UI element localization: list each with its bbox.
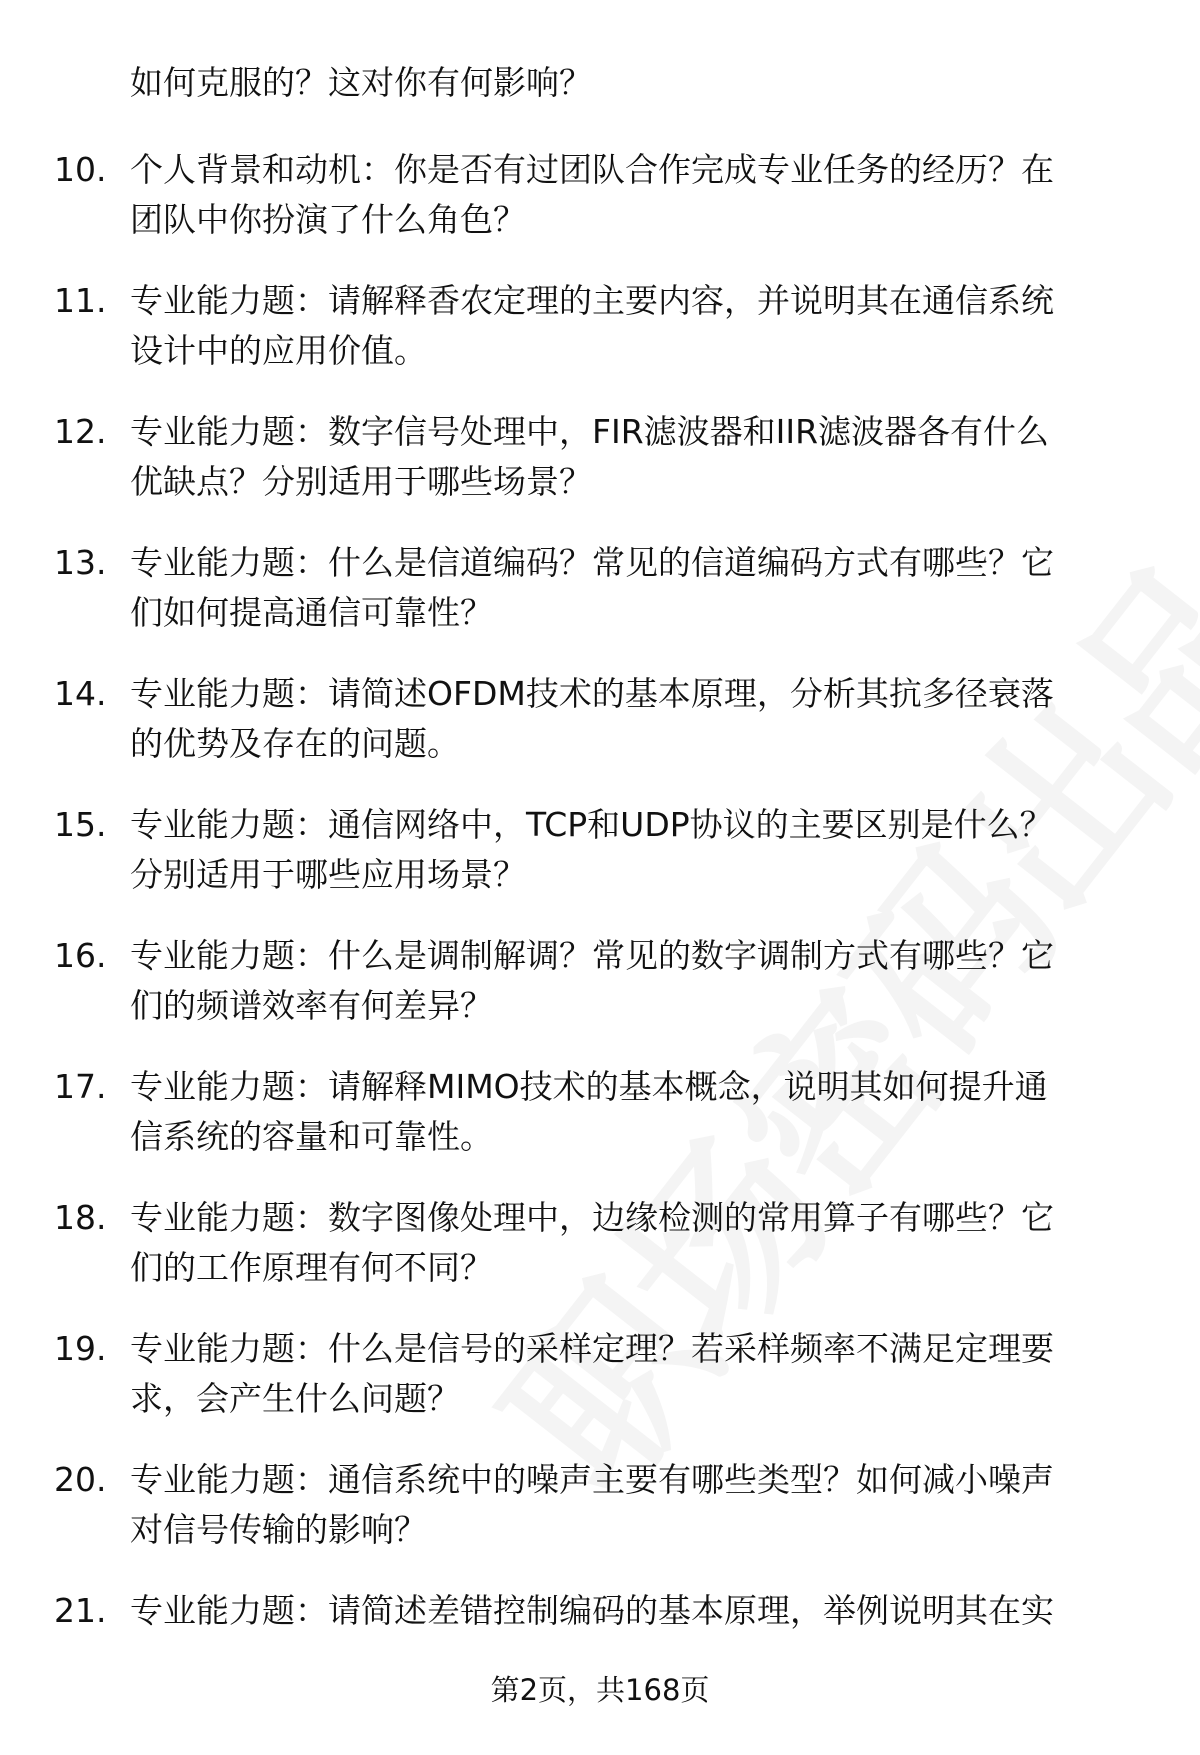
question-text-line: 的优势及存在的问题。 — [130, 724, 460, 763]
question-text — [130, 1062, 1145, 1162]
question-item — [0, 1324, 1200, 1455]
continuation-text: 如何克服的？这对你有何影响？ — [130, 63, 592, 102]
question-text-line: 设计中的应用价值。 — [130, 331, 427, 370]
question-text — [130, 669, 1145, 769]
question-text-line: 求，会产生什么问题？ — [130, 1379, 460, 1418]
question-item — [0, 145, 1200, 276]
question-text-line: 专业能力题：什么是调制解调？常见的数字调制方式有哪些？它 — [130, 936, 1054, 975]
question-item — [0, 276, 1200, 407]
question-text-line: 对信号传输的影响？ — [130, 1510, 427, 1549]
question-text — [130, 145, 1145, 245]
question-text-line: 们如何提高通信可靠性？ — [130, 593, 493, 632]
question-text — [130, 538, 1145, 638]
question-text-line: 团队中你扮演了什么角色？ — [130, 200, 526, 239]
question-text-line: 个人背景和动机：你是否有过团队合作完成专业任务的经历？在 — [130, 150, 1054, 189]
question-text — [130, 407, 1145, 507]
question-text-line: 们的频谱效率有何差异？ — [130, 986, 493, 1025]
question-number: 11. — [54, 281, 107, 320]
question-number: 19. — [54, 1329, 107, 1368]
question-text-line: 专业能力题：通信系统中的噪声主要有哪些类型？如何减小噪声 — [130, 1460, 1054, 1499]
question-item — [0, 1455, 1200, 1586]
question-text-line: 专业能力题：请解释香农定理的主要内容，并说明其在通信系统 — [130, 281, 1054, 320]
question-number: 10. — [54, 150, 107, 189]
question-text-line: 优缺点？分别适用于哪些场景？ — [130, 462, 592, 501]
question-number: 18. — [54, 1198, 107, 1237]
question-text — [130, 1586, 1145, 1636]
page-footer: 第2页，共168页 — [490, 1673, 710, 1707]
question-item — [0, 800, 1200, 931]
question-text-line: 们的工作原理有何不同？ — [130, 1248, 493, 1287]
question-number: 12. — [54, 412, 107, 451]
question-text-line: 专业能力题：通信网络中，TCP和UDP协议的主要区别是什么？ — [130, 805, 1053, 844]
question-number: 15. — [54, 805, 107, 844]
question-item — [0, 1062, 1200, 1193]
question-item — [0, 407, 1200, 538]
question-text — [130, 931, 1145, 1031]
question-item — [0, 669, 1200, 800]
question-text-line: 信系统的容量和可靠性。 — [130, 1117, 493, 1156]
question-text — [130, 1193, 1145, 1293]
question-text-line: 专业能力题：数字图像处理中，边缘检测的常用算子有哪些？它 — [130, 1198, 1054, 1237]
question-number: 14. — [54, 674, 107, 713]
question-text-line: 专业能力题：什么是信号的采样定理？若采样频率不满足定理要 — [130, 1329, 1054, 1368]
question-text — [130, 276, 1145, 376]
question-text-line: 专业能力题：数字信号处理中，FIR滤波器和IIR滤波器各有什么 — [130, 412, 1050, 451]
question-number: 13. — [54, 543, 107, 582]
question-text-line: 专业能力题：请简述差错控制编码的基本原理，举例说明其在实 — [130, 1591, 1054, 1630]
question-number: 16. — [54, 936, 107, 975]
question-item — [0, 931, 1200, 1062]
question-number: 21. — [54, 1591, 107, 1630]
question-text — [130, 1324, 1145, 1424]
question-text-line: 专业能力题：请简述OFDM技术的基本原理，分析其抗多径衰落 — [130, 674, 1054, 713]
question-text — [130, 800, 1145, 900]
question-number: 17. — [54, 1067, 107, 1106]
question-text-line: 专业能力题：请解释MIMO技术的基本概念，说明其如何提升通 — [130, 1067, 1048, 1106]
question-item — [0, 538, 1200, 669]
question-item — [0, 1193, 1200, 1324]
question-text-line: 分别适用于哪些应用场景？ — [130, 855, 526, 894]
question-text-line: 专业能力题：什么是信道编码？常见的信道编码方式有哪些？它 — [130, 543, 1054, 582]
question-number: 20. — [54, 1460, 107, 1499]
question-text — [130, 1455, 1145, 1555]
question-list — [0, 145, 1200, 1717]
